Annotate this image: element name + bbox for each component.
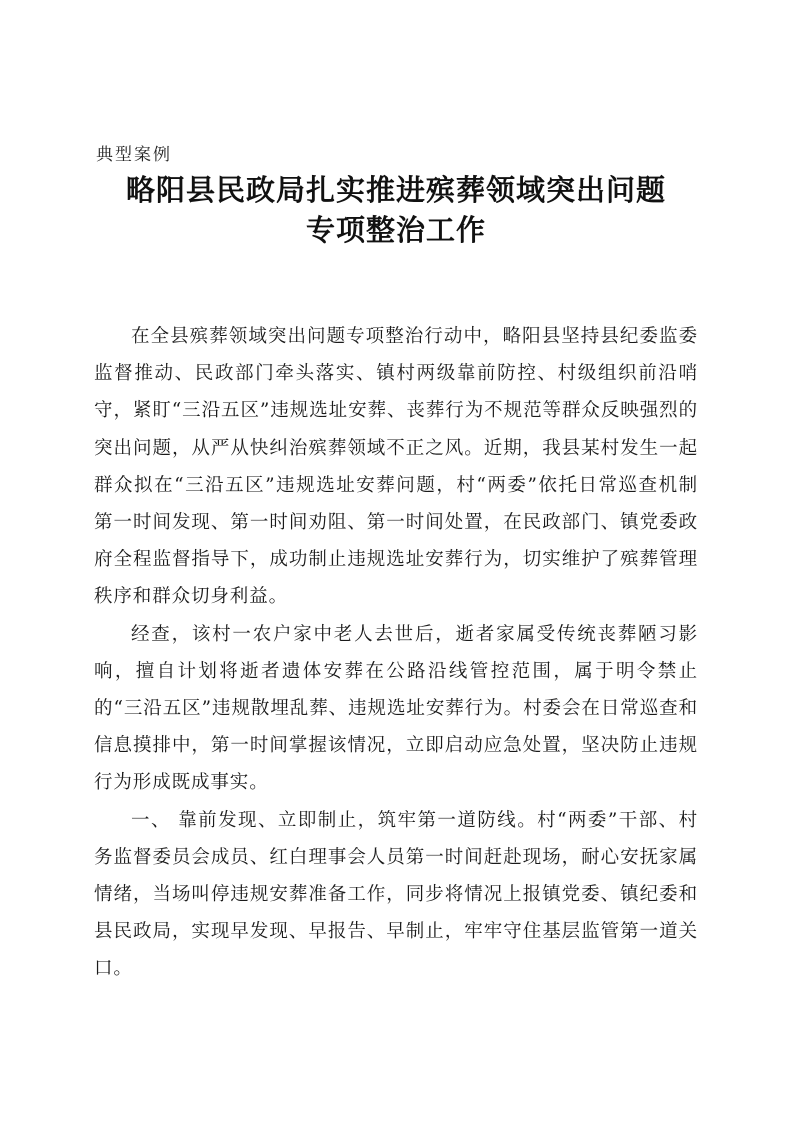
category-label: 典型案例 xyxy=(96,145,172,165)
document-title-line-1: 略阳县民政局扎实推进殡葬领域突出问题 xyxy=(125,173,666,207)
document-title-line-2: 专项整治工作 xyxy=(305,213,486,247)
paragraph-intro: 在全县殡葬领域突出问题专项整治行动中，略阳县坚持县纪委监委监督推动、民政部门牵头落实、镇村两级靠前防控、村级组织前沿哨守，紧盯“三沿五区”违规选址安葬、丧葬行为不规范等群众反映强烈的突出问题，从严从快纠治殡葬领域不正之风。近期，我县某村发生一起群众拟在“三沿五区”违规选址安葬问题，村“两委”依托日常巡查机制第一时间发现、第一时间劝阻、第一时间处置，在民政部门、镇党委政府全程监督指导下，成功制止违规选址安葬行为，切实维护了殡葬管理秩序和群众切身利益。 xyxy=(94,326,698,608)
paragraph-investigation: 经查，该村一农户家中老人去世后，逝者家属受传统丧葬陋习影响，擅自计划将逝者遗体安葬在公路沿线管控范围，属于明令禁止的“三沿五区”违规散埋乱葬、违规选址安葬行为。村委会在日常巡查和信息摸排中，第一时间掌握该情况，立即启动应急处置，坚决防止违规行为形成既成事实。 xyxy=(94,623,698,794)
paragraph-measure-1: 一、 靠前发现、立即制止，筑牢第一道防线。村“两委”干部、村务监督委员会成员、红白理事会人员第一时间赶赴现场，耐心安抚家属情绪，当场叫停违规安葬准备工作，同步将情况上报镇党委、镇纪委和县民政局，实现早发现、早报告、早制止，牢牢守住基层监管第一道关口。 xyxy=(94,809,698,980)
document-body xyxy=(94,318,698,988)
